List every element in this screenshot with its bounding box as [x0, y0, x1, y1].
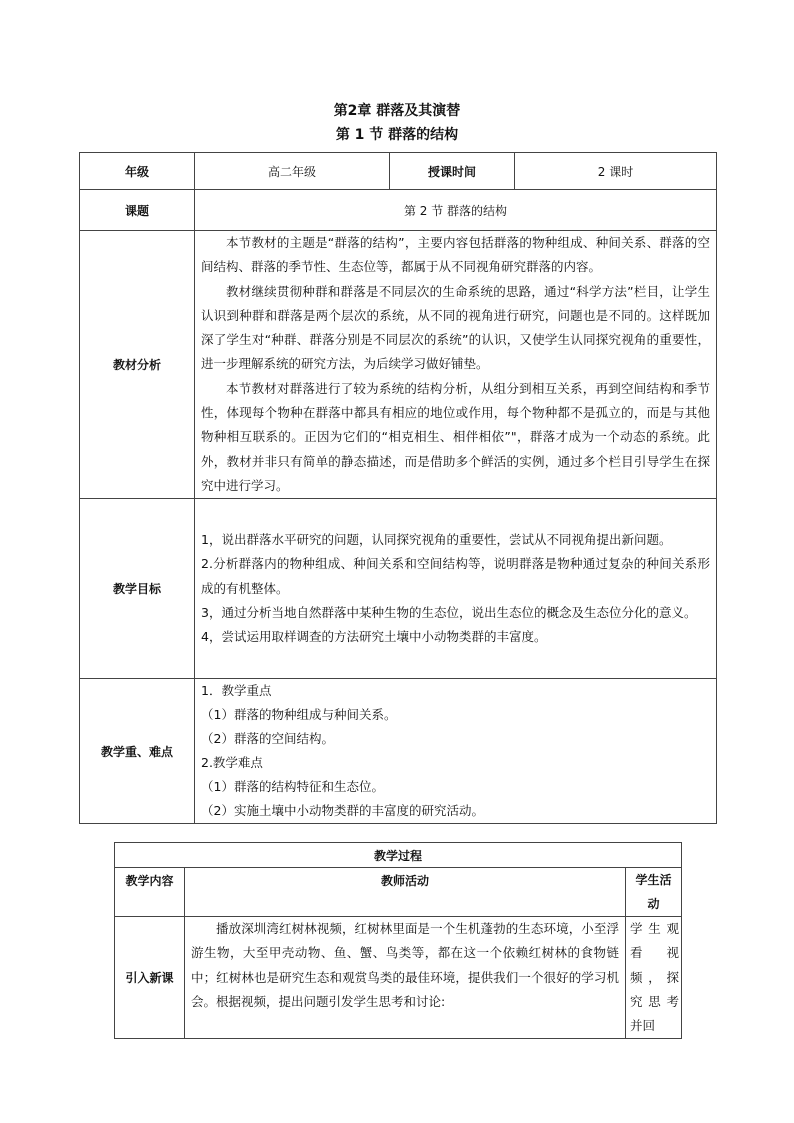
- analysis-paragraph: 本节教材对群落进行了较为系统的结构分析，从组分到相互关系，再到空间结构和季节性，体现每个物种在群落中都具有相应的地位或作用，每个物种都不是孤立的，而是与其他物种相互联系的。正因为它们的“相克相生、相伴相依”"，群落才成为一个动态的系统。此外，教材并非只有简单的静态描述，而是借助多个鲜活的实例，通过多个栏目引导学生在探究中进行学习。: [201, 380, 710, 493]
- keypoints-label: 教学重、难点: [80, 679, 195, 824]
- col-teacher-header: 教师活动: [185, 868, 626, 917]
- keypoint-line: （1）群落的结构特征和生态位。: [201, 779, 384, 795]
- objectives-content: [195, 499, 717, 679]
- col-student-header: 学生活动: [626, 868, 682, 917]
- intro-label: 引入新课: [115, 917, 185, 1039]
- time-value: 2 课时: [515, 153, 717, 190]
- objective-item: 4，尝试运用取样调查的方法研究土壤中小动物类群的丰富度。: [201, 629, 547, 645]
- objectives-label: 教学目标: [80, 499, 195, 679]
- process-table: [114, 842, 682, 1039]
- grade-value: 高二年级: [195, 153, 390, 190]
- intro-student-activity: [626, 917, 682, 1039]
- analysis-content: [195, 231, 717, 499]
- keypoint-line: （1）群落的物种组成与种间关系。: [201, 707, 397, 723]
- grade-label: 年级: [80, 153, 195, 190]
- lesson-plan-table: [79, 152, 717, 824]
- keypoint-line: （2）实施土壤中小动物类群的丰富度的研究活动。: [201, 803, 484, 819]
- objective-item: 2.分析群落内的物种组成、种间关系和空间结构等，说明群落是物种通过复杂的种间关系形成的有机整体。: [201, 556, 710, 596]
- keypoint-line: 1．教学重点: [201, 683, 272, 699]
- keypoint-line: （2）群落的空间结构。: [201, 731, 334, 747]
- section-title: 第 1 节 群落的结构: [335, 127, 459, 143]
- objective-item: 1，说出群落水平研究的问题，认同探究视角的重要性，尝试从不同视角提出新问题。: [201, 532, 672, 548]
- analysis-paragraph: 教材继续贯彻种群和群落是不同层次的生命系统的思路，通过“科学方法”栏目，让学生认识到种群和群落是两个层次的系统，从不同的视角进行研究，问题也是不同的。这样既加深了学生对“种群、群落分别是不同层次的系统”的认识，又使学生认同探究视角的重要性，进一步理解系统的研究方法，为后续学习做好铺垫。: [201, 283, 710, 372]
- chapter-title: 第2章 群落及其演替: [333, 103, 461, 119]
- col-content-header: 教学内容: [115, 868, 185, 917]
- topic-value: 第 2 节 群落的结构: [195, 190, 717, 231]
- process-caption: 教学过程: [115, 843, 682, 868]
- keypoints-content: [195, 679, 717, 824]
- analysis-label: 教材分析: [80, 231, 195, 499]
- intro-student-text: 学生观看视频，探究思考并回: [630, 921, 680, 1034]
- topic-label: 课题: [80, 190, 195, 231]
- time-label: 授课时间: [390, 153, 515, 190]
- objective-item: 3，通过分析当地自然群落中某种生物的生态位，说出生态位的概念及生态位分化的意义。: [201, 604, 697, 620]
- intro-teacher-text: 播放深圳湾红树林视频，红树林里面是一个生机蓬勃的生态环境，小至浮游生物，大至甲壳动物、鱼、蟹、鸟类等，都在这一个依赖红树林的食物链中；红树林也是研究生态和观赏鸟类的最佳环境，提供我们一个很好的学习机会。根据视频，提出问题引发学生思考和讨论:: [191, 921, 619, 1009]
- analysis-paragraph: 本节教材的主题是“群落的结构”，主要内容包括群落的物种组成、种间关系、群落的空间结构、群落的季节性、生态位等，都属于从不同视角研究群落的内容。: [201, 235, 710, 275]
- keypoint-line: 2.教学难点: [201, 755, 263, 771]
- intro-teacher-activity: [185, 917, 626, 1039]
